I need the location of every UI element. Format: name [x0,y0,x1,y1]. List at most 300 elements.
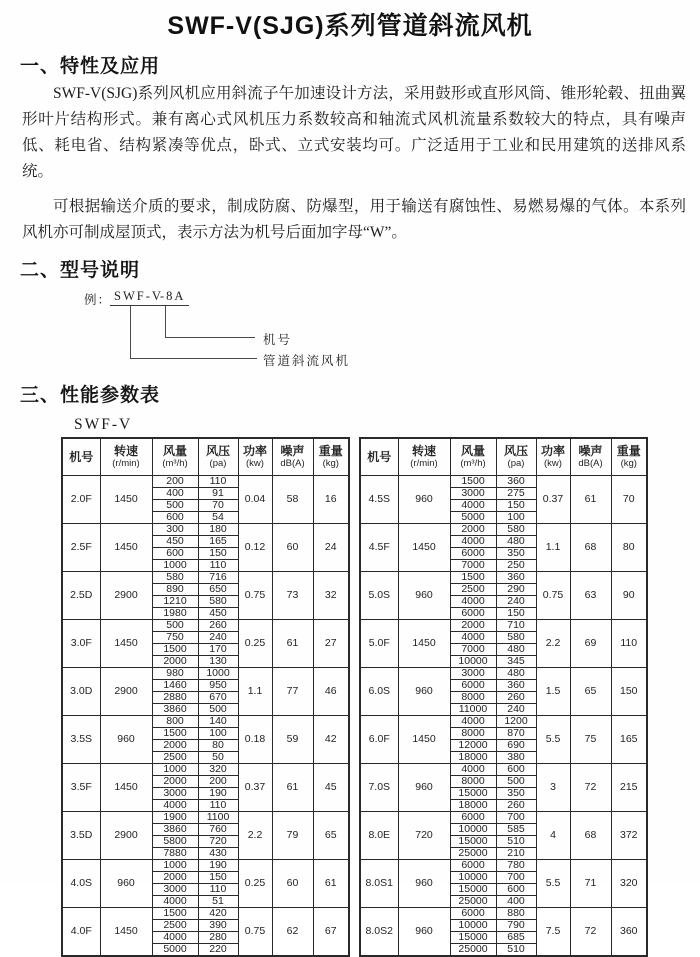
flow-cell: 1500 [450,572,496,584]
model-code-series: SWF-V [110,289,167,306]
model-cell: 4.5F [360,524,398,572]
pressure-cell: 220 [198,944,238,957]
model-code-size: -8A [156,289,189,306]
flow-cell: 6000 [450,812,496,824]
noise-cell: 72 [570,908,611,957]
pressure-cell: 716 [198,572,238,584]
flow-cell: 4000 [450,536,496,548]
pressure-cell: 650 [198,584,238,596]
pressure-cell: 450 [198,608,238,620]
weight-cell: 24 [313,524,349,572]
model-cell: 3.5D [62,812,100,860]
noise-cell: 71 [570,860,611,908]
flow-cell: 1000 [152,860,198,872]
fan-model-row [62,764,349,776]
flow-cell: 4000 [152,896,198,908]
pressure-cell: 110 [198,800,238,812]
weight-cell: 360 [611,908,647,957]
flow-cell: 200 [152,476,198,488]
section-heading-model: 二、型号说明 [20,260,141,281]
speed-cell: 720 [398,812,450,860]
flow-cell: 450 [152,536,198,548]
pressure-cell: 130 [198,656,238,668]
power-cell: 0.37 [238,764,272,812]
performance-table-left [61,437,350,957]
fan-model-row [62,716,349,728]
pressure-cell: 190 [198,788,238,800]
pressure-cell: 350 [496,548,536,560]
flow-cell: 1900 [152,812,198,824]
pressure-cell: 280 [198,932,238,944]
power-cell: 7.5 [536,908,570,957]
power-cell: 1.1 [238,668,272,716]
column-header: 转速 (r/min) [100,438,152,476]
column-header: 风压 (pa) [198,438,238,476]
pressure-cell: 150 [496,500,536,512]
weight-cell: 42 [313,716,349,764]
pressure-cell: 100 [198,728,238,740]
fan-model-row [360,764,647,776]
pressure-cell: 480 [496,668,536,680]
speed-cell: 1450 [100,524,152,572]
flow-cell: 750 [152,632,198,644]
weight-cell: 110 [611,620,647,668]
noise-cell: 61 [272,764,313,812]
section-heading-features: 一、特性及应用 [20,56,161,77]
pressure-cell: 91 [198,488,238,500]
power-cell: 0.25 [238,860,272,908]
pressure-cell: 110 [198,884,238,896]
noise-cell: 75 [570,716,611,764]
model-cell: 5.0S [360,572,398,620]
pressure-cell: 260 [496,692,536,704]
flow-cell: 8000 [450,728,496,740]
pressure-cell: 170 [198,644,238,656]
flow-cell: 25000 [450,896,496,908]
flow-cell: 3860 [152,824,198,836]
speed-cell: 1450 [100,908,152,957]
power-cell: 0.75 [536,572,570,620]
flow-cell: 300 [152,524,198,536]
pressure-cell: 210 [496,848,536,860]
column-header: 风量 (m³/h) [152,438,198,476]
pressure-cell: 720 [198,836,238,848]
noise-cell: 60 [272,524,313,572]
power-cell: 5.5 [536,716,570,764]
speed-cell: 1450 [100,764,152,812]
flow-cell: 500 [152,620,198,632]
weight-cell: 32 [313,572,349,620]
flow-cell: 4000 [152,932,198,944]
noise-cell: 65 [570,668,611,716]
fan-model-row [360,620,647,632]
fan-model-row [360,572,647,584]
fan-model-row [62,572,349,584]
noise-cell: 62 [272,908,313,957]
pressure-cell: 670 [198,692,238,704]
model-cell: 7.0S [360,764,398,812]
pressure-cell: 51 [198,896,238,908]
flow-cell: 10000 [450,656,496,668]
speed-cell: 1450 [100,476,152,524]
flow-cell: 1500 [152,908,198,920]
flow-cell: 500 [152,500,198,512]
flow-cell: 25000 [450,848,496,860]
table-header-row [62,438,349,476]
features-paragraph-2: 可根据输送介质的要求，制成防腐、防爆型，用于输送有腐蚀性、易燃易爆的气体。本系列风机亦可制成屋顶式，表示方法为机号后面加字母“W”。 [22,198,686,241]
pressure-cell: 580 [496,524,536,536]
weight-cell: 45 [313,764,349,812]
flow-cell: 2000 [152,740,198,752]
model-cell: 2.5F [62,524,100,572]
model-cell: 8.0E [360,812,398,860]
noise-cell: 68 [570,524,611,572]
performance-tables [0,437,700,957]
pressure-cell: 585 [496,824,536,836]
noise-cell: 72 [570,764,611,812]
column-header: 机号 [360,438,398,476]
flow-cell: 15000 [450,788,496,800]
flow-cell: 1460 [152,680,198,692]
flow-cell: 8000 [450,776,496,788]
pressure-cell: 510 [496,944,536,957]
flow-cell: 580 [152,572,198,584]
pressure-cell: 710 [496,620,536,632]
weight-cell: 90 [611,572,647,620]
flow-cell: 6000 [450,608,496,620]
pressure-cell: 240 [198,632,238,644]
pressure-cell: 950 [198,680,238,692]
fan-model-row [62,524,349,536]
column-header: 风量 (m³/h) [450,438,496,476]
callout-series-label: 管道斜流风机 [263,354,351,368]
pressure-cell: 110 [198,560,238,572]
power-cell: 0.18 [238,716,272,764]
noise-cell: 61 [272,620,313,668]
pressure-cell: 260 [496,800,536,812]
flow-cell: 600 [152,512,198,524]
fan-model-row [360,716,647,728]
pressure-cell: 600 [496,764,536,776]
power-cell: 2.2 [238,812,272,860]
noise-cell: 58 [272,476,313,524]
power-cell: 0.37 [536,476,570,524]
flow-cell: 15000 [450,884,496,896]
speed-cell: 2900 [100,668,152,716]
pressure-cell: 100 [496,512,536,524]
pressure-cell: 1100 [198,812,238,824]
left-table-body [62,476,349,957]
flow-cell: 980 [152,668,198,680]
flow-cell: 1500 [152,644,198,656]
noise-cell: 68 [570,812,611,860]
weight-cell: 65 [313,812,349,860]
noise-cell: 61 [570,476,611,524]
pressure-cell: 50 [198,752,238,764]
column-header: 噪声 dB(A) [570,438,611,476]
table-series-label: SWF-V [74,416,133,433]
pressure-cell: 400 [496,896,536,908]
power-cell: 0.25 [238,620,272,668]
model-cell: 4.0S [62,860,100,908]
weight-cell: 215 [611,764,647,812]
pressure-cell: 420 [198,908,238,920]
model-cell: 5.0F [360,620,398,668]
pressure-cell: 1000 [198,668,238,680]
weight-cell: 70 [611,476,647,524]
flow-cell: 10000 [450,872,496,884]
noise-cell: 60 [272,860,313,908]
flow-cell: 4000 [450,632,496,644]
pressure-cell: 480 [496,644,536,656]
model-cell: 4.0F [62,908,100,957]
flow-cell: 7880 [152,848,198,860]
callout-line-size-horizontal [165,337,255,338]
pressure-cell: 700 [496,812,536,824]
fan-model-row [62,908,349,920]
example-label: 例： [84,293,112,307]
pressure-cell: 290 [496,584,536,596]
flow-cell: 1500 [152,728,198,740]
flow-cell: 6000 [450,860,496,872]
fan-model-row [360,476,647,488]
model-cell: 2.5D [62,572,100,620]
pressure-cell: 150 [496,608,536,620]
noise-cell: 77 [272,668,313,716]
flow-cell: 2000 [152,656,198,668]
pressure-cell: 1200 [496,716,536,728]
model-cell: 6.0F [360,716,398,764]
flow-cell: 6000 [450,908,496,920]
speed-cell: 2900 [100,812,152,860]
column-header: 重量 (kg) [313,438,349,476]
pressure-cell: 140 [198,716,238,728]
pressure-cell: 110 [198,476,238,488]
pressure-cell: 150 [198,548,238,560]
speed-cell: 960 [398,476,450,524]
power-cell: 0.75 [238,908,272,957]
column-header: 噪声 dB(A) [272,438,313,476]
pressure-cell: 600 [496,884,536,896]
pressure-cell: 790 [496,920,536,932]
flow-cell: 2500 [152,920,198,932]
speed-cell: 960 [398,908,450,957]
flow-cell: 890 [152,584,198,596]
fan-model-row [360,524,647,536]
flow-cell: 4000 [450,764,496,776]
model-cell: 6.0S [360,668,398,716]
flow-cell: 600 [152,548,198,560]
flow-cell: 1500 [450,476,496,488]
pressure-cell: 240 [496,596,536,608]
flow-cell: 5000 [152,944,198,957]
flow-cell: 7000 [450,644,496,656]
pressure-cell: 760 [198,824,238,836]
pressure-cell: 70 [198,500,238,512]
pressure-cell: 685 [496,932,536,944]
callout-line-size-vertical [165,306,166,337]
model-cell: 3.0D [62,668,100,716]
flow-cell: 1210 [152,596,198,608]
fan-model-row [360,668,647,680]
pressure-cell: 275 [496,488,536,500]
flow-cell: 10000 [450,920,496,932]
pressure-cell: 500 [496,776,536,788]
model-cell: 4.5S [360,476,398,524]
pressure-cell: 345 [496,656,536,668]
flow-cell: 2500 [152,752,198,764]
column-header: 功率 (kw) [238,438,272,476]
flow-cell: 1980 [152,608,198,620]
speed-cell: 2900 [100,572,152,620]
pressure-cell: 510 [496,836,536,848]
pressure-cell: 500 [198,704,238,716]
pressure-cell: 690 [496,740,536,752]
power-cell: 0.04 [238,476,272,524]
pressure-cell: 380 [496,752,536,764]
pressure-cell: 580 [198,596,238,608]
callout-size-label: 机号 [263,333,293,347]
power-cell: 0.12 [238,524,272,572]
flow-cell: 1000 [152,764,198,776]
column-header: 功率 (kw) [536,438,570,476]
fan-model-row [62,668,349,680]
callout-line-series-vertical [130,306,131,358]
weight-cell: 150 [611,668,647,716]
pressure-cell: 260 [198,620,238,632]
weight-cell: 61 [313,860,349,908]
column-header: 风压 (pa) [496,438,536,476]
weight-cell: 165 [611,716,647,764]
fan-model-row [360,812,647,824]
features-paragraph-1: SWF-V(SJG)系列风机应用斜流子午加速设计方法，采用鼓形或直形风筒、锥形轮毂、扭曲翼形叶片结构形式。兼有离心式风机压力系数较高和轴流式风机流量系数较大的特点，具有噪声低、耗电省、结构紧凑等优点，卧式、立式安装均可。广泛适用于工业和民用建筑的送排风系统。 [22,85,686,180]
noise-cell: 73 [272,572,313,620]
pressure-cell: 360 [496,476,536,488]
speed-cell: 1450 [100,620,152,668]
pressure-cell: 200 [198,776,238,788]
pressure-cell: 190 [198,860,238,872]
power-cell: 1.1 [536,524,570,572]
flow-cell: 5000 [450,512,496,524]
flow-cell: 4000 [152,800,198,812]
flow-cell: 2500 [450,584,496,596]
table-header-row [360,438,647,476]
weight-cell: 46 [313,668,349,716]
flow-cell: 800 [152,716,198,728]
fan-model-row [62,860,349,872]
model-cell: 3.5F [62,764,100,812]
noise-cell: 63 [570,572,611,620]
column-header: 转速 (r/min) [398,438,450,476]
flow-cell: 4000 [450,716,496,728]
speed-cell: 960 [398,764,450,812]
pressure-cell: 780 [496,860,536,872]
flow-cell: 3000 [450,668,496,680]
pressure-cell: 430 [198,848,238,860]
speed-cell: 960 [398,668,450,716]
speed-cell: 960 [100,716,152,764]
power-cell: 2.2 [536,620,570,668]
pressure-cell: 240 [496,704,536,716]
model-cell: 2.0F [62,476,100,524]
power-cell: 0.75 [238,572,272,620]
pressure-cell: 54 [198,512,238,524]
flow-cell: 2000 [152,872,198,884]
pressure-cell: 150 [198,872,238,884]
flow-cell: 4000 [450,596,496,608]
pressure-cell: 700 [496,872,536,884]
speed-cell: 1450 [398,524,450,572]
section-heading-performance: 三、性能参数表 [20,385,161,406]
weight-cell: 372 [611,812,647,860]
fan-model-row [62,476,349,488]
flow-cell: 15000 [450,836,496,848]
flow-cell: 1000 [152,560,198,572]
pressure-cell: 320 [198,764,238,776]
flow-cell: 12000 [450,740,496,752]
flow-cell: 18000 [450,800,496,812]
weight-cell: 67 [313,908,349,957]
pressure-cell: 350 [496,788,536,800]
pressure-cell: 580 [496,632,536,644]
model-cell: 3.5S [62,716,100,764]
flow-cell: 6000 [450,680,496,692]
model-cell: 8.0S1 [360,860,398,908]
flow-cell: 2000 [450,524,496,536]
page-title: SWF-V(SJG)系列管道斜流风机 [167,12,533,40]
noise-cell: 59 [272,716,313,764]
speed-cell: 1450 [398,620,450,668]
flow-cell: 10000 [450,824,496,836]
flow-cell: 400 [152,488,198,500]
speed-cell: 960 [100,860,152,908]
pressure-cell: 880 [496,908,536,920]
pressure-cell: 360 [496,572,536,584]
flow-cell: 3000 [450,488,496,500]
model-designation-diagram [0,285,700,371]
column-header: 重量 (kg) [611,438,647,476]
noise-cell: 69 [570,620,611,668]
flow-cell: 3000 [152,788,198,800]
model-cell: 8.0S2 [360,908,398,957]
flow-cell: 4000 [450,500,496,512]
speed-cell: 960 [398,572,450,620]
pressure-cell: 180 [198,524,238,536]
weight-cell: 16 [313,476,349,524]
pressure-cell: 250 [496,560,536,572]
flow-cell: 8000 [450,692,496,704]
flow-cell: 11000 [450,704,496,716]
flow-cell: 15000 [450,932,496,944]
speed-cell: 1450 [398,716,450,764]
power-cell: 4 [536,812,570,860]
flow-cell: 2000 [152,776,198,788]
fan-model-row [360,908,647,920]
weight-cell: 80 [611,524,647,572]
performance-table-right [359,437,648,957]
pressure-cell: 165 [198,536,238,548]
model-cell: 3.0F [62,620,100,668]
fan-model-row [62,620,349,632]
flow-cell: 3000 [152,884,198,896]
pressure-cell: 480 [496,536,536,548]
flow-cell: 2000 [450,620,496,632]
pressure-cell: 360 [496,680,536,692]
flow-cell: 7000 [450,560,496,572]
weight-cell: 27 [313,620,349,668]
power-cell: 1.5 [536,668,570,716]
right-table-body [360,476,647,957]
